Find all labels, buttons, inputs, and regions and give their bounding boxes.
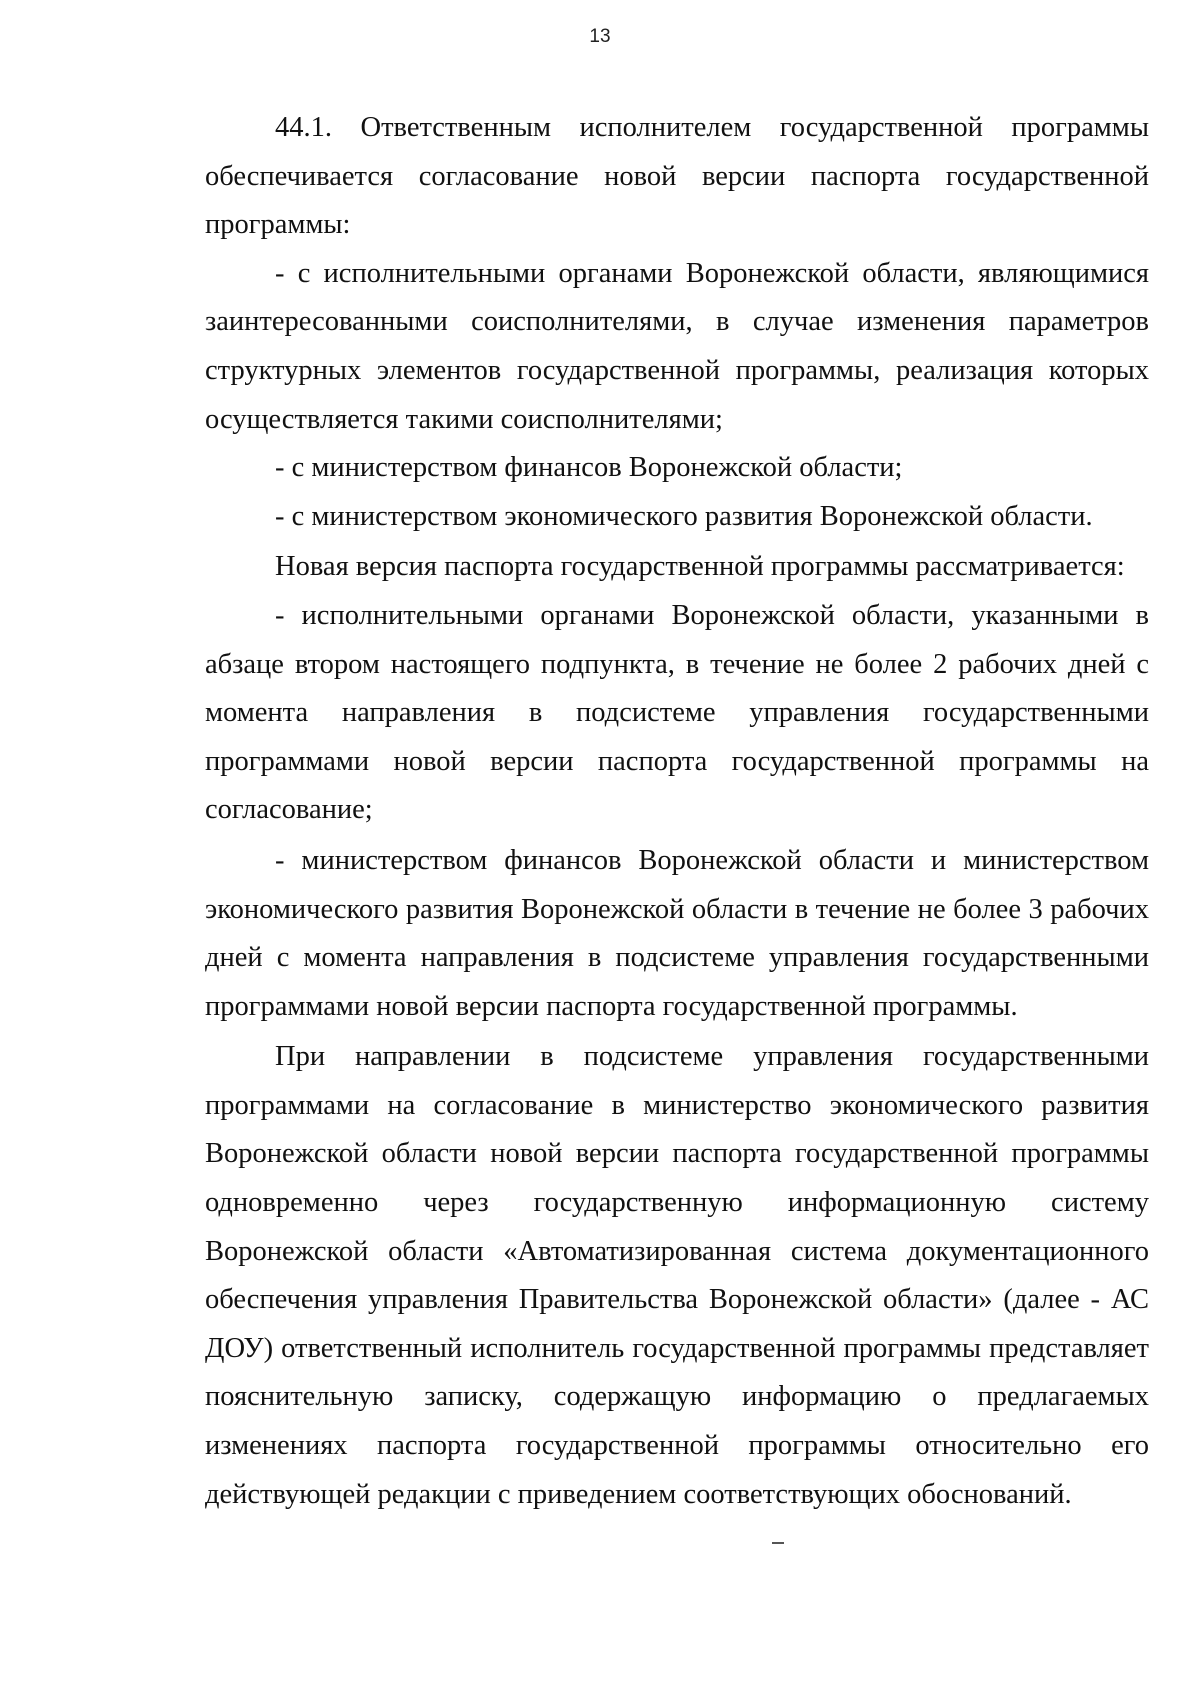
paragraph-ministry-economy: - с министерством экономического развития Воронежской области. [275, 500, 1093, 532]
paragraph-coexecutors: - с исполнительными органами Воронежской области, являющимися заинтересованными соисполнителями, в случае изменения параметров структурных элементов государственной программы, реализация которых осуществляется такими соисполнителями; [205, 257, 1149, 435]
paragraph-review-exec-bodies: - исполнительными органами Воронежской области, указанными в абзаце втором настоящего подпункта, в течение не более 2 рабочих дней с момента направления в подсистеме управления государственными программами новой версии паспорта государственной программы на согласование; [205, 599, 1149, 826]
page-number: 13 [589, 26, 611, 47]
paragraph-new-version-review: Новая версия паспорта государственной программы рассматривается: [275, 551, 1125, 583]
paragraph-review-ministries: - министерством финансов Воронежской области и министерством экономического развития Воронежской области в течение не более 3 рабочих дней с момента направления в подсистеме управления государственными программами новой версии паспорта государственной программы. [205, 844, 1149, 1022]
scan-speck [772, 1542, 784, 1544]
paragraph-explanatory-note: При направлении в подсистеме управления государственными программами на согласование в министерство экономического развития Воронежской области новой версии паспорта государственной программы одновременно через государственную информационную систему Воронежской области «Автоматизированная система документационного обеспечения управления Правительства Воронежской области» (далее - АС ДОУ) ответственный исполнитель государственной программы представляет пояснительную записку, содержащую информацию о предлагаемых изменениях паспорта государственной программы относительно его действующей редакции с приведением соответствующих обоснований. [205, 1041, 1149, 1510]
document-body [205, 104, 1149, 1519]
paragraph-ministry-finance: - с министерством финансов Воронежской области; [275, 452, 903, 484]
paragraph-44-1: 44.1. Ответственным исполнителем государственной программы обеспечивается согласование новой версии паспорта государственной программы: [205, 112, 1149, 241]
